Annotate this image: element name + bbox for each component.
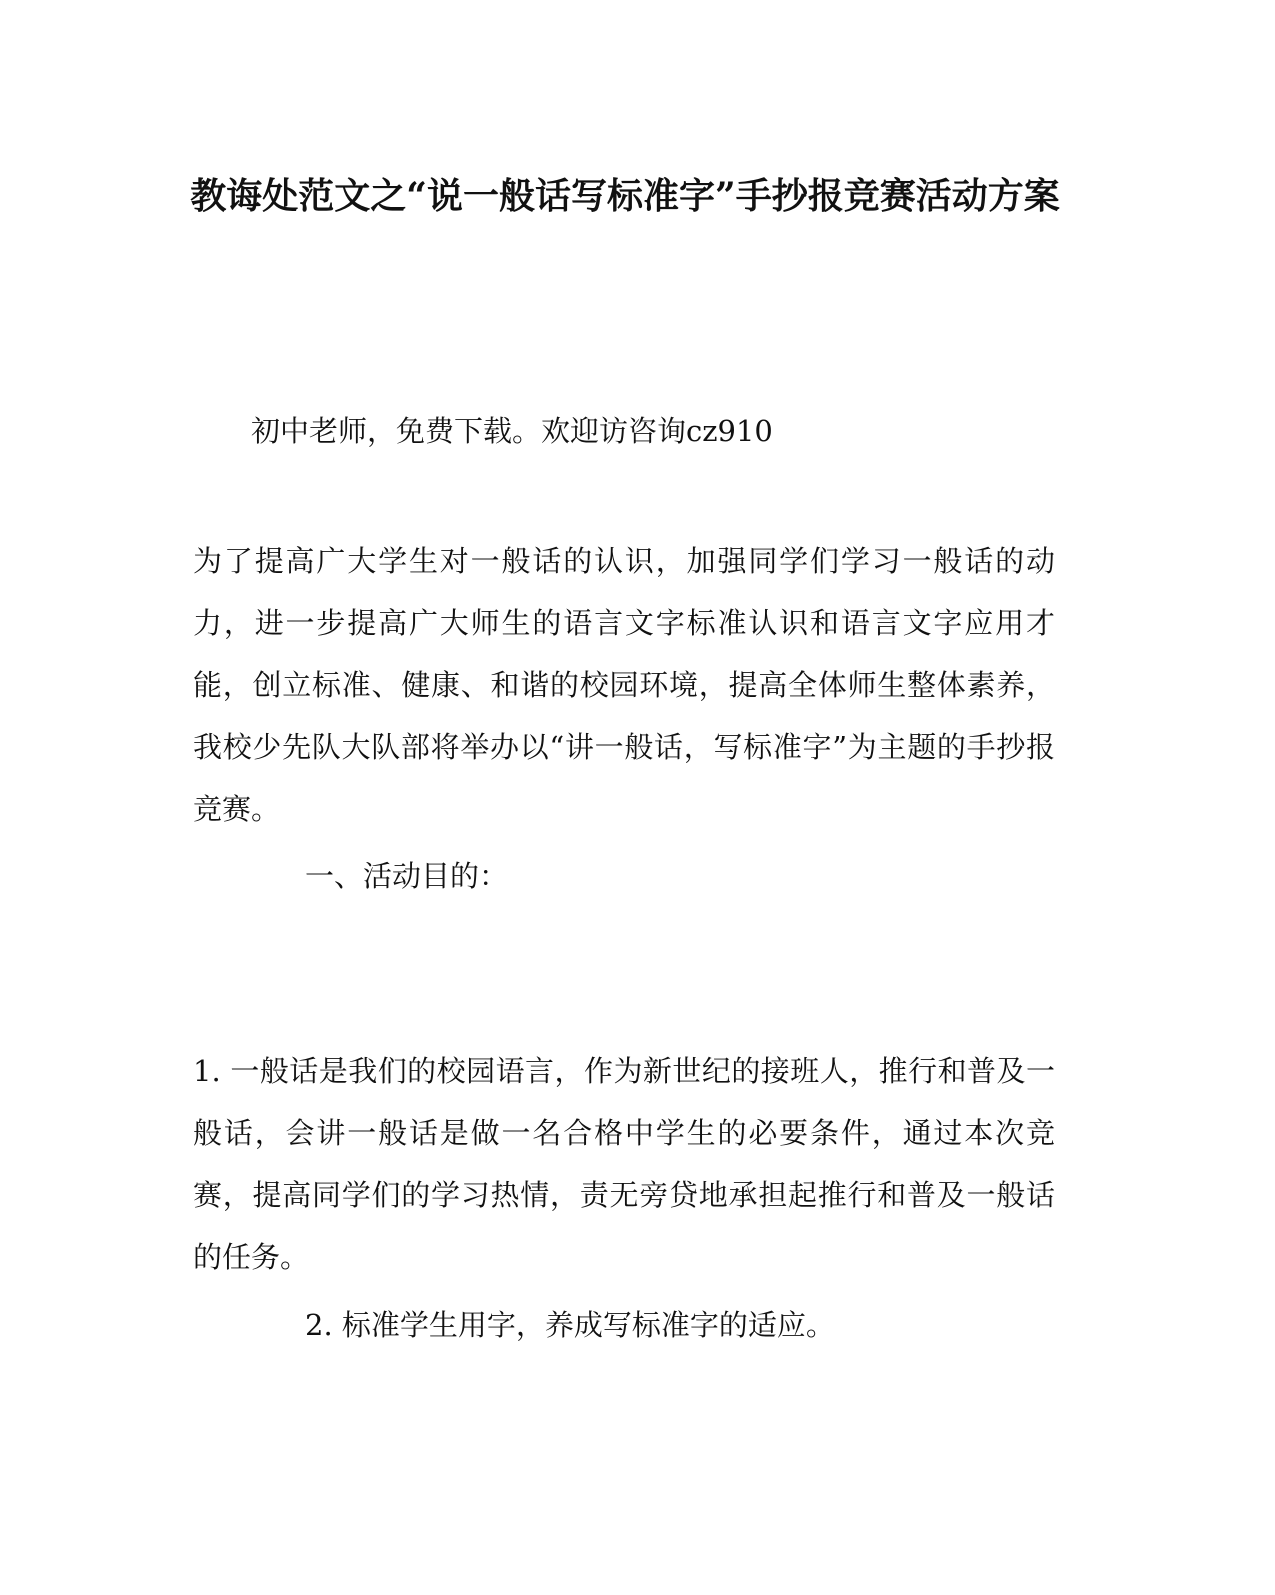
section-heading-objectives: 一、活动目的： <box>305 859 509 893</box>
list-item-1: 1. 一般话是我们的校园语言，作为新世纪的接班人，推行和普及一般话，会讲一般话是做一名合格中学生的必要条件，通过本次竞赛，提高同学们的学习热情，责无旁贷地承担起推行和普及一般话的任务。 <box>193 1054 1055 1274</box>
body-paragraph: 为了提高广大学生对一般话的认识，加强同学们学习一般话的动力，进一步提高广大师生的语言文字标准认识和语言文字应用才能，创立标准、健康、和谐的校园环境，提高全体师生整体素养，我校少先队大队部将举办以“讲一般话，写标准字”为主题的手抄报竞赛。 <box>193 544 1055 826</box>
intro-paragraph: 初中老师，免费下载。欢迎访咨询cz910 <box>251 414 773 448</box>
document-title: 教诲处范文之“说一般话写标准字”手抄报竞赛活动方案 <box>190 175 1060 217</box>
list-item-2: 2. 标准学生用字，养成写标准字的适应。 <box>305 1308 835 1342</box>
